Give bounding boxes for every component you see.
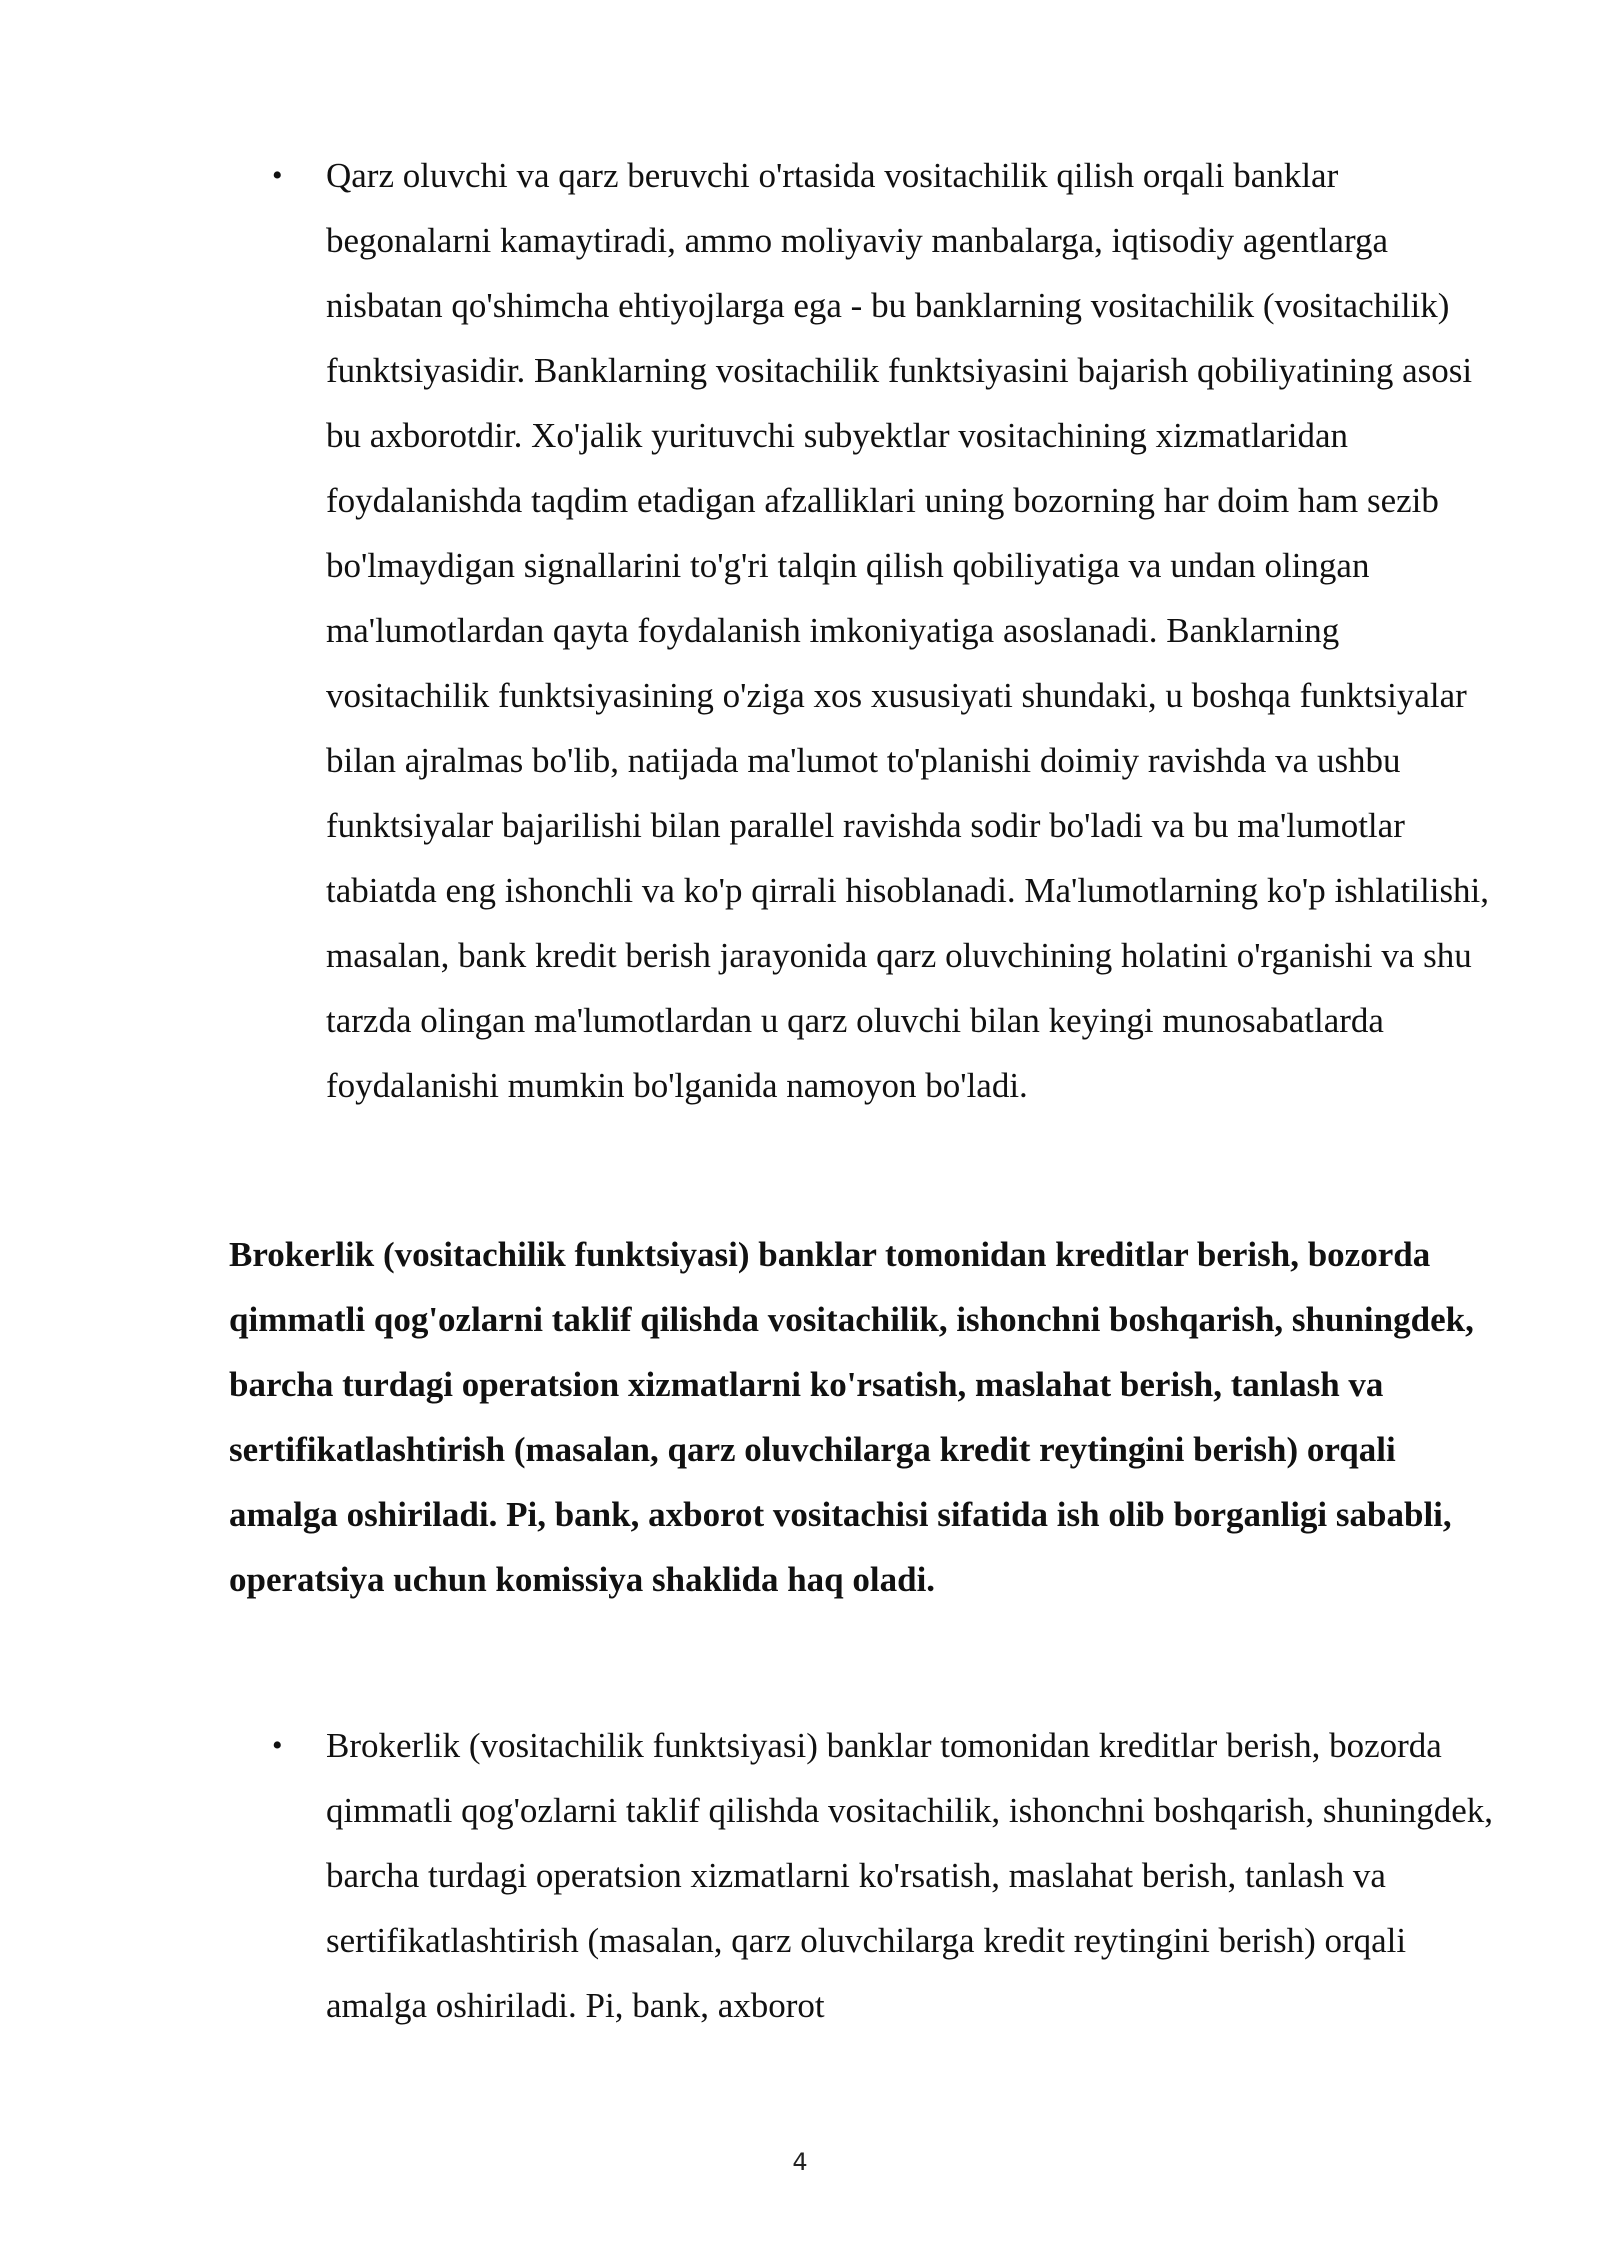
bullet-icon: • [272, 1729, 283, 1762]
bullet-paragraph-text: Brokerlik (vositachilik funktsiyasi) banklar tomonidan kreditlar berish, bozorda qimmatli qog'ozlarni taklif qilishda vositachilik, ishonchni boshqarish, shuningdek, barcha turdagi operatsion xizmatlarni ko'rsatish, maslahat berish, tanlash va sertifikatlashtirish (masalan, qarz oluvchilarga kredit reytingini berish) orqali amalga oshiriladi. Pi, bank, axborot [326, 1726, 1493, 2025]
bullet-icon: • [272, 159, 283, 192]
bullet-list-item [272, 143, 1500, 1118]
bullet-list-item [272, 1713, 1500, 2038]
bold-paragraph: Brokerlik (vositachilik funktsiyasi) banklar tomonidan kreditlar berish, bozorda qimmatli qog'ozlarni taklif qilishda vositachilik, ishonchni boshqarish, shuningdek, barcha turdagi operatsion xizmatlarni ko'rsatish, maslahat berish, tanlash va sertifikatlashtirish (masalan, qarz oluvchilarga kredit reytingini berish) orqali amalga oshiriladi. Pi, bank, axborot vositachisi sifatida ish olib borganligi sababli, operatsiya uchun komissiya shaklida haq oladi. [229, 1235, 1474, 1599]
bullet-paragraph-text: Qarz oluvchi va qarz beruvchi o'rtasida vositachilik qilish orqali banklar begonalarni kamaytiradi, ammo moliyaviy manbalarga, iqtisodiy agentlarga nisbatan qo'shimcha ehtiyojlarga ega - bu banklarning vositachilik (vositachilik) funktsiyasidir. Banklarning vositachilik funktsiyasini bajarish qobiliyatining asosi bu axborotdir. Xo'jalik yurituvchi subyektlar vositachining xizmatlaridan foydalanishda taqdim etadigan afzalliklari uning bozorning har doim ham sezib bo'lmaydigan signallarini to'g'ri talqin qilish qobiliyatiga va undan olingan ma'lumotlardan qayta foydalanish imkoniyatiga asoslanadi. Banklarning vositachilik funktsiyasining o'ziga xos xususiyati shundaki, u boshqa funktsiyalar bilan ajralmas bo'lib, natijada ma'lumot to'planishi doimiy ravishda va ushbu funktsiyalar bajarilishi bilan parallel ravishda sodir bo'ladi va bu ma'lumotlar tabiatda eng ishonchli va ko'p qirrali hisoblanadi. Ma'lumotlarning ko'p ishlatilishi, masalan, bank kredit berish jarayonida qarz oluvchining holatini o'rganishi va shu tarzda olingan ma'lumotlardan u qarz oluvchi bilan keyingi munosabatlarda foydalanishi mumkin bo'lganida namoyon bo'ladi. [326, 156, 1490, 1105]
page-number: 4 [792, 2148, 808, 2176]
